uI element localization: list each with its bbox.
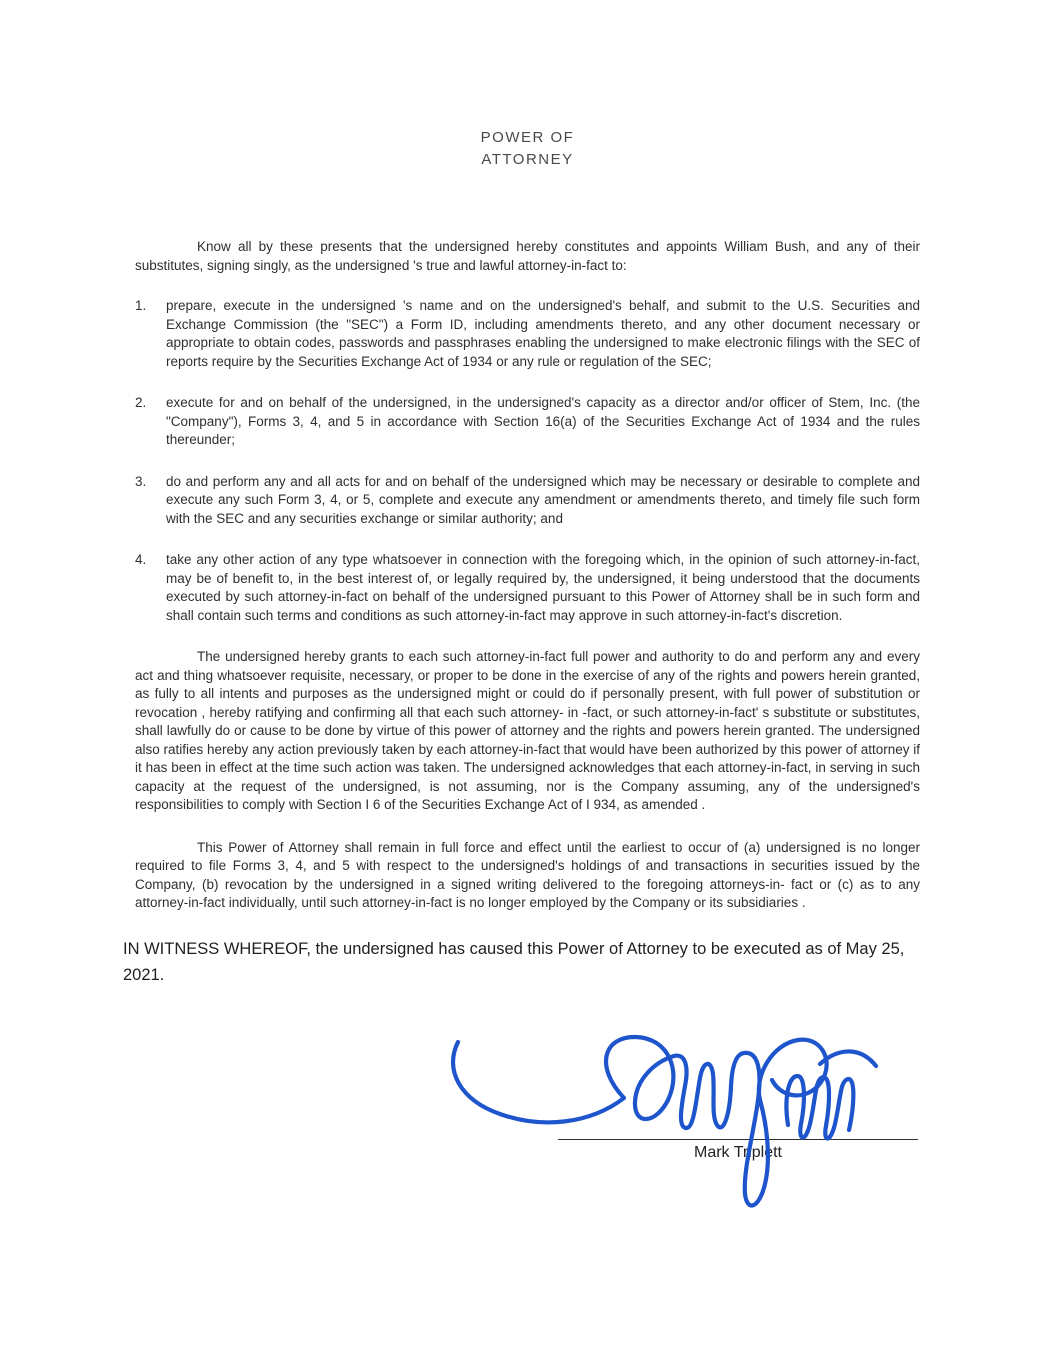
signature-ink [442,1028,922,1218]
title-line-2: ATTORNEY [481,151,574,168]
item-text: prepare, execute in the undersigned 's name and on the undersigned's behalf, and submit to the U.S. Securities and Exchange Commission (the "SEC") a Form ID, including amendments thereto, and any other document necessary or appropriate to obtain codes, passwords and passphrases enabling the undersigned to make electronic filings with the SEC of reports require by the Securities Exchange Act of 1934 or any rule or regulation of the SEC; [166,298,920,369]
item-number: 2. [135,395,147,410]
numbered-list [135,297,920,625]
witness-clause: IN WITNESS WHEREOF, the undersigned has caused this Power of Attorney to be executed as of May 25, 2021. [123,939,905,984]
list-item-3 [135,473,920,529]
duration-paragraph: This Power of Attorney shall remain in full force and effect until the earliest to occur of (a) undersigned is no longer required to file Forms 3, 4, and 5 with respect to the undersigned's holdings of and transactions in securities issued by the Company, (b) revocation by the undersigned in a signed writing delivered to the foregoing attorneys-in- fact or (c) as to any attorney-in-fact individually, until such attorney-in-fact is no longer employed by the Company or its subsidiaries . [135,839,920,910]
item-number: 3. [135,473,147,489]
list-item-2 [135,394,920,450]
intro-paragraph: Know all by these presents that the undersigned hereby constitutes and appoints William Bush, and any of their substitutes, signing singly, as the undersigned 's true and lawful attorney-in-fact to: [135,239,920,273]
item-text: take any other action of any type whatsoever in connection with the foregoing which, in the opinion of such attorney-in-fact, may be of benefit to, in the best interest of, or legally required by, the undersigned, it being understood that the documents executed by such attorney-in-fact on behalf of the undersigned pursuant to this Power of Attorney shall be in such form and shall contain such terms and conditions as such attorney-in-fact may approve in such attorney-in-fact's discretion. [166,552,920,623]
item-number: 1. [135,298,147,313]
signatory-name: Mark Triplett [693,1144,782,1161]
document-title [135,127,920,171]
grant-paragraph: The undersigned hereby grants to each such attorney-in-fact full power and authority to do and perform any and every act and thing whatsoever requisite, necessary, or proper to be done in the exercise of any of the rights and powers herein granted, as fully to all intents and purposes as the undersigned might or could do if personally present, with full power of substitution or revocation , hereby ratifying and confirming all that each such attorney- in -fact, or such attorney-in-fact' s substitute or substitutes, shall lawfully do or cause to be done by virtue of this power of attorney and the rights and powers herein granted. The undersigned also ratifies hereby any action previously taken by each attorney-in-fact that would have been authorized by this power of attorney if it has been in effect at the time such action was taken. The undersigned acknowledges that each attorney-in-fact, in serving in such capacity at the request of the undersigned, is not assuming, nor is the Company assuming, any of the undersigned's responsibilities to comply with Section I 6 of the Securities Exchange Act of I 934, as amended . [135,649,920,812]
list-item-1 [135,297,920,371]
item-text: execute for and on behalf of the undersigned, in the undersigned's capacity as a director and/or officer of Stem, Inc. (the "Company"), Forms 3, 4, and 5 in accordance with Section 16(a) of the Securities Exchange Act of 1934 and the rules thereunder; [166,395,920,447]
item-number: 4. [135,552,147,567]
title-line-1: POWER OF [480,129,575,146]
list-item-4 [135,551,920,625]
item-text: do and perform any and all acts for and on behalf of the undersigned which may be necessary or desirable to complete and execute any such Form 3, 4, or 5, complete and execute any amendment or amendments thereto, and timely file such form with the SEC and any securities exchange or similar authority; and [166,473,920,526]
